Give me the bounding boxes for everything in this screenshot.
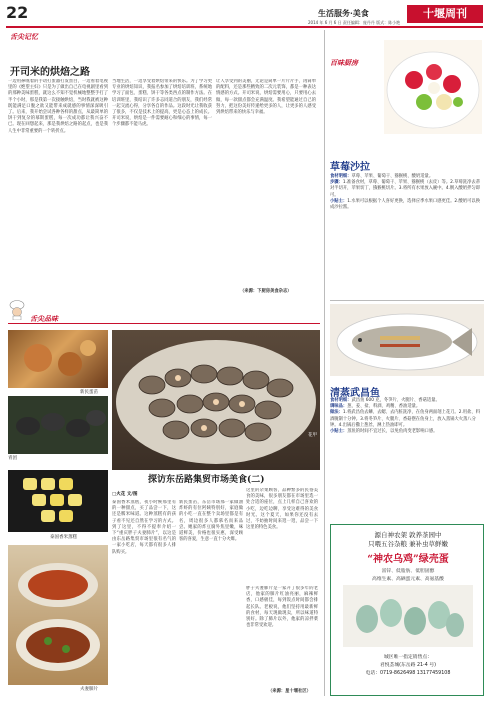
photo-huajia [112,330,320,470]
photo-feipian [8,545,108,685]
caption-feipian: 夫妻肺片 [80,687,98,692]
recipe1-ingredients: 草莓、苹果、葡萄干、猕猴桃、酸奶适量。 [351,174,434,179]
ad-store: 君悦荟城(东岳路 21-4 号) [379,663,437,668]
photo-wuchang-fish [330,304,484,376]
recipe2-tip-label: 小贴士： [330,429,348,435]
article1-col3: 让人享受到的美丽，无论是简单一片片片手，再简单的配料，还是那些精致的二次元装饰，都是一种表达情感的方式。开司米说，烘焙需要用心，只要用心去做，每一款甜点都会充满温度。我希望能通过自己的努力，把这份美好传递给更多的人，让更多的人感受到烘焙带来的快乐与幸福。 [216,79,316,116]
recipe2-ingredients: 武昌鱼 600 克，冬笋片、火腿片、香菇适量。 [351,398,440,403]
article1-kicker: 舌尖记忆 [10,32,38,41]
ad-box [330,524,484,696]
ad-line1: 源自神农架 敦养茶园中 [374,531,442,539]
article1-byline: （来源：下厨房美食杂志） [240,289,292,294]
ad-line2: 只喂五谷杂粮 兼补虫草鲜嫩 [367,540,449,548]
page-number: 22 [6,3,29,22]
photo-qingtuan [8,396,108,454]
recipe2-seasoning: 葱、姜、盐、料酒、鸡精、香油适量。 [347,404,421,410]
photo-xiangmi [8,470,108,532]
recipe2-title: 清蒸武昌鱼 [330,388,380,399]
recipe1-steps-label: 步骤： [330,180,343,186]
recipe2-tip: 蒸鱼的时间不宜过长，以免鱼肉变老影响口感。 [347,429,438,435]
recipe2-steps-label: 做法： [330,410,343,416]
photo-strawberry-salad [384,40,482,134]
article1-title: 开司米的烘焙之路 [10,67,90,78]
caption-xiangmi: 泰国香米蒸糕 [50,535,77,540]
photo-xinmin [8,330,108,388]
caption-qingtuan: 青团 [8,456,17,461]
date-line: 2014 年 6 月 6 日 责任编辑：庞丹丹 版式：陈小艳 [308,20,401,25]
recipe1-tip-label: 小贴士： [330,198,348,204]
chef-icon [8,300,26,320]
recipe1-ingredients-label: 食材明细： [330,174,352,179]
ad-feature1: 富锌、低脂肪、低胆固醇 [381,569,435,574]
recipe2-ingredients-label: 食材明细： [330,398,352,403]
divider-right-1 [330,300,484,301]
recipe2-seasoning-label: 调味品： [330,404,348,410]
recipe1-body [330,174,484,296]
article2-col3: 这里的杂菜顾客，品种繁多的民俗美食的美味，很多朋友都在市场里选一处合适的座位，点上几样自己喜欢的小吃，边吃边聊，享受这难得的美食时光。这个夏天，如果你还没有去过，不妨抽时间来逛一逛，品尝一下这里的特色美食。 [246,488,318,531]
article2-kicker: 舌尖品味 [30,314,58,323]
recipe2-steps: 1.将武昌鱼去鳞、去鳃、去内脏洗净，在鱼身两面剞上花刀。2.用盐、料酒腌制十分钟。3.将冬笋片、火腿片、香菇摆在鱼身上，放入蒸锅大火蒸八分钟。4.出锅后撒上葱丝，淋上热油即可。 [330,410,480,428]
caption-xinmin: 新民蛋苗 [80,390,98,395]
recipe1-title: 草莓沙拉 [330,162,370,173]
article2-byline-label: □火花 文/图 [112,492,138,497]
article2-col2: 新民蛋苗，东岳市场那一家做油炸虾的有位阿姨特别好，家庭做的小吃一直在整个卖场里都是有名，周边很多人都慕名而来品尝。她家的炸豆腐外焦里嫩，味道鲜美，价格也很实惠，深受顾客的喜爱，生意一直十分火爆。 [179,500,243,543]
article1-col1: 一边用鼻嗅着的手动打蛋器打发蛋白，一边看着电视里的《绝望主妇》只是为了做出自己在电视剧里看到的那种美味蛋糕，就这么不知不觉机械地整整手打了半个小时，那是我第一次接触烘焙，当时我就被这种既能满足口腹之欲又能带来成就感的事情深深吸引了。后来，我开始尝试各种各样的甜点，从最简单的饼干到复杂的慕斯蛋糕，每一次成功都让我兴奋不已。现在回想起来，那是我烘焙之路的起点，也是我人生中非常重要的一个转折点。 [8,79,108,134]
recipe2-body [330,398,484,518]
article2-col1: 泰国香米蒸糕，夜小时候那里有的一种甜点，买了品尝一下，这还是糯米味道。这种蒸糕有的孩子看不见还自然在学习的方式。到了这里，不得不提奉介绍一下“重庆胖子夫妻肺片”，以这是由东岳路集贸市场里很有名气的一家小吃店，每天都有很多人排队购买。 [112,500,176,555]
right-column-rule [324,30,325,696]
ad-feature2: 高维生素、高硒蛋元素、高氨基酸 [372,577,444,582]
brand-banner: 十堰周刊 [407,5,483,23]
ad-address-label: 城区唯一指定销售点： [384,655,432,660]
header-rule [6,26,483,28]
article2-col4: 胖子夫妻肺片是一家开了很多年的老店，他家的肺片红油亮丽，麻辣鲜香，口感极佳，每到饭点时间都会排起长队。老板说，他们坚持用最新鲜的食材，每天现做现卖，所以味道特别好。除了肺片以外，他家的凉拌菜也非常受欢迎。 [246,586,318,629]
ad-slogan: “神农乌鸡”绿壳蛋 [367,554,449,565]
article1-col2: 当地生活，一边享受着烘焙带来的快乐。为了学习更专业的烘焙知识，我报名参加了烘焙培训班，系统地学习了面包、蛋糕、饼干等各类西点的制作方法。在培训班里，我结识了许多志同道合的朋友，我们经常一起交流心得，分享各自的作品。这段时光让我收获了很多，不仅是技术上的提高，更是心态上的成长。开司米说，烘焙是一件需要耐心和细心的事情，每一个步骤都不能马虎。 [112,79,212,128]
recipe1-tip: 1.水果可以根据个人喜好更换，选择应季水果口感更佳。2.酸奶可以换成沙拉酱。 [330,198,480,211]
ad-phone: 电话：0719-8626498 13177459108 [365,671,451,676]
recipe-kicker: 百味厨房 [330,58,358,67]
article2-byline: （来源：星十堰社区） [268,689,311,694]
article2-title: 探访东岳路集贸市场美食(二) [148,475,265,485]
recipe1-steps: 1.准备食材，草莓、葡萄干、苹果、猕猴桃（去皮）等。2.草莓洗净去蒂对半切开，苹果切丁，猕猴桃切片。3.将所有水果放入碗中。4.倒入酸奶拌匀即可。 [330,180,480,198]
caption-huajia: 花甲 [308,433,317,438]
ad-egg-photo [343,585,473,647]
section-name: 生活服务·美食 [318,8,369,18]
